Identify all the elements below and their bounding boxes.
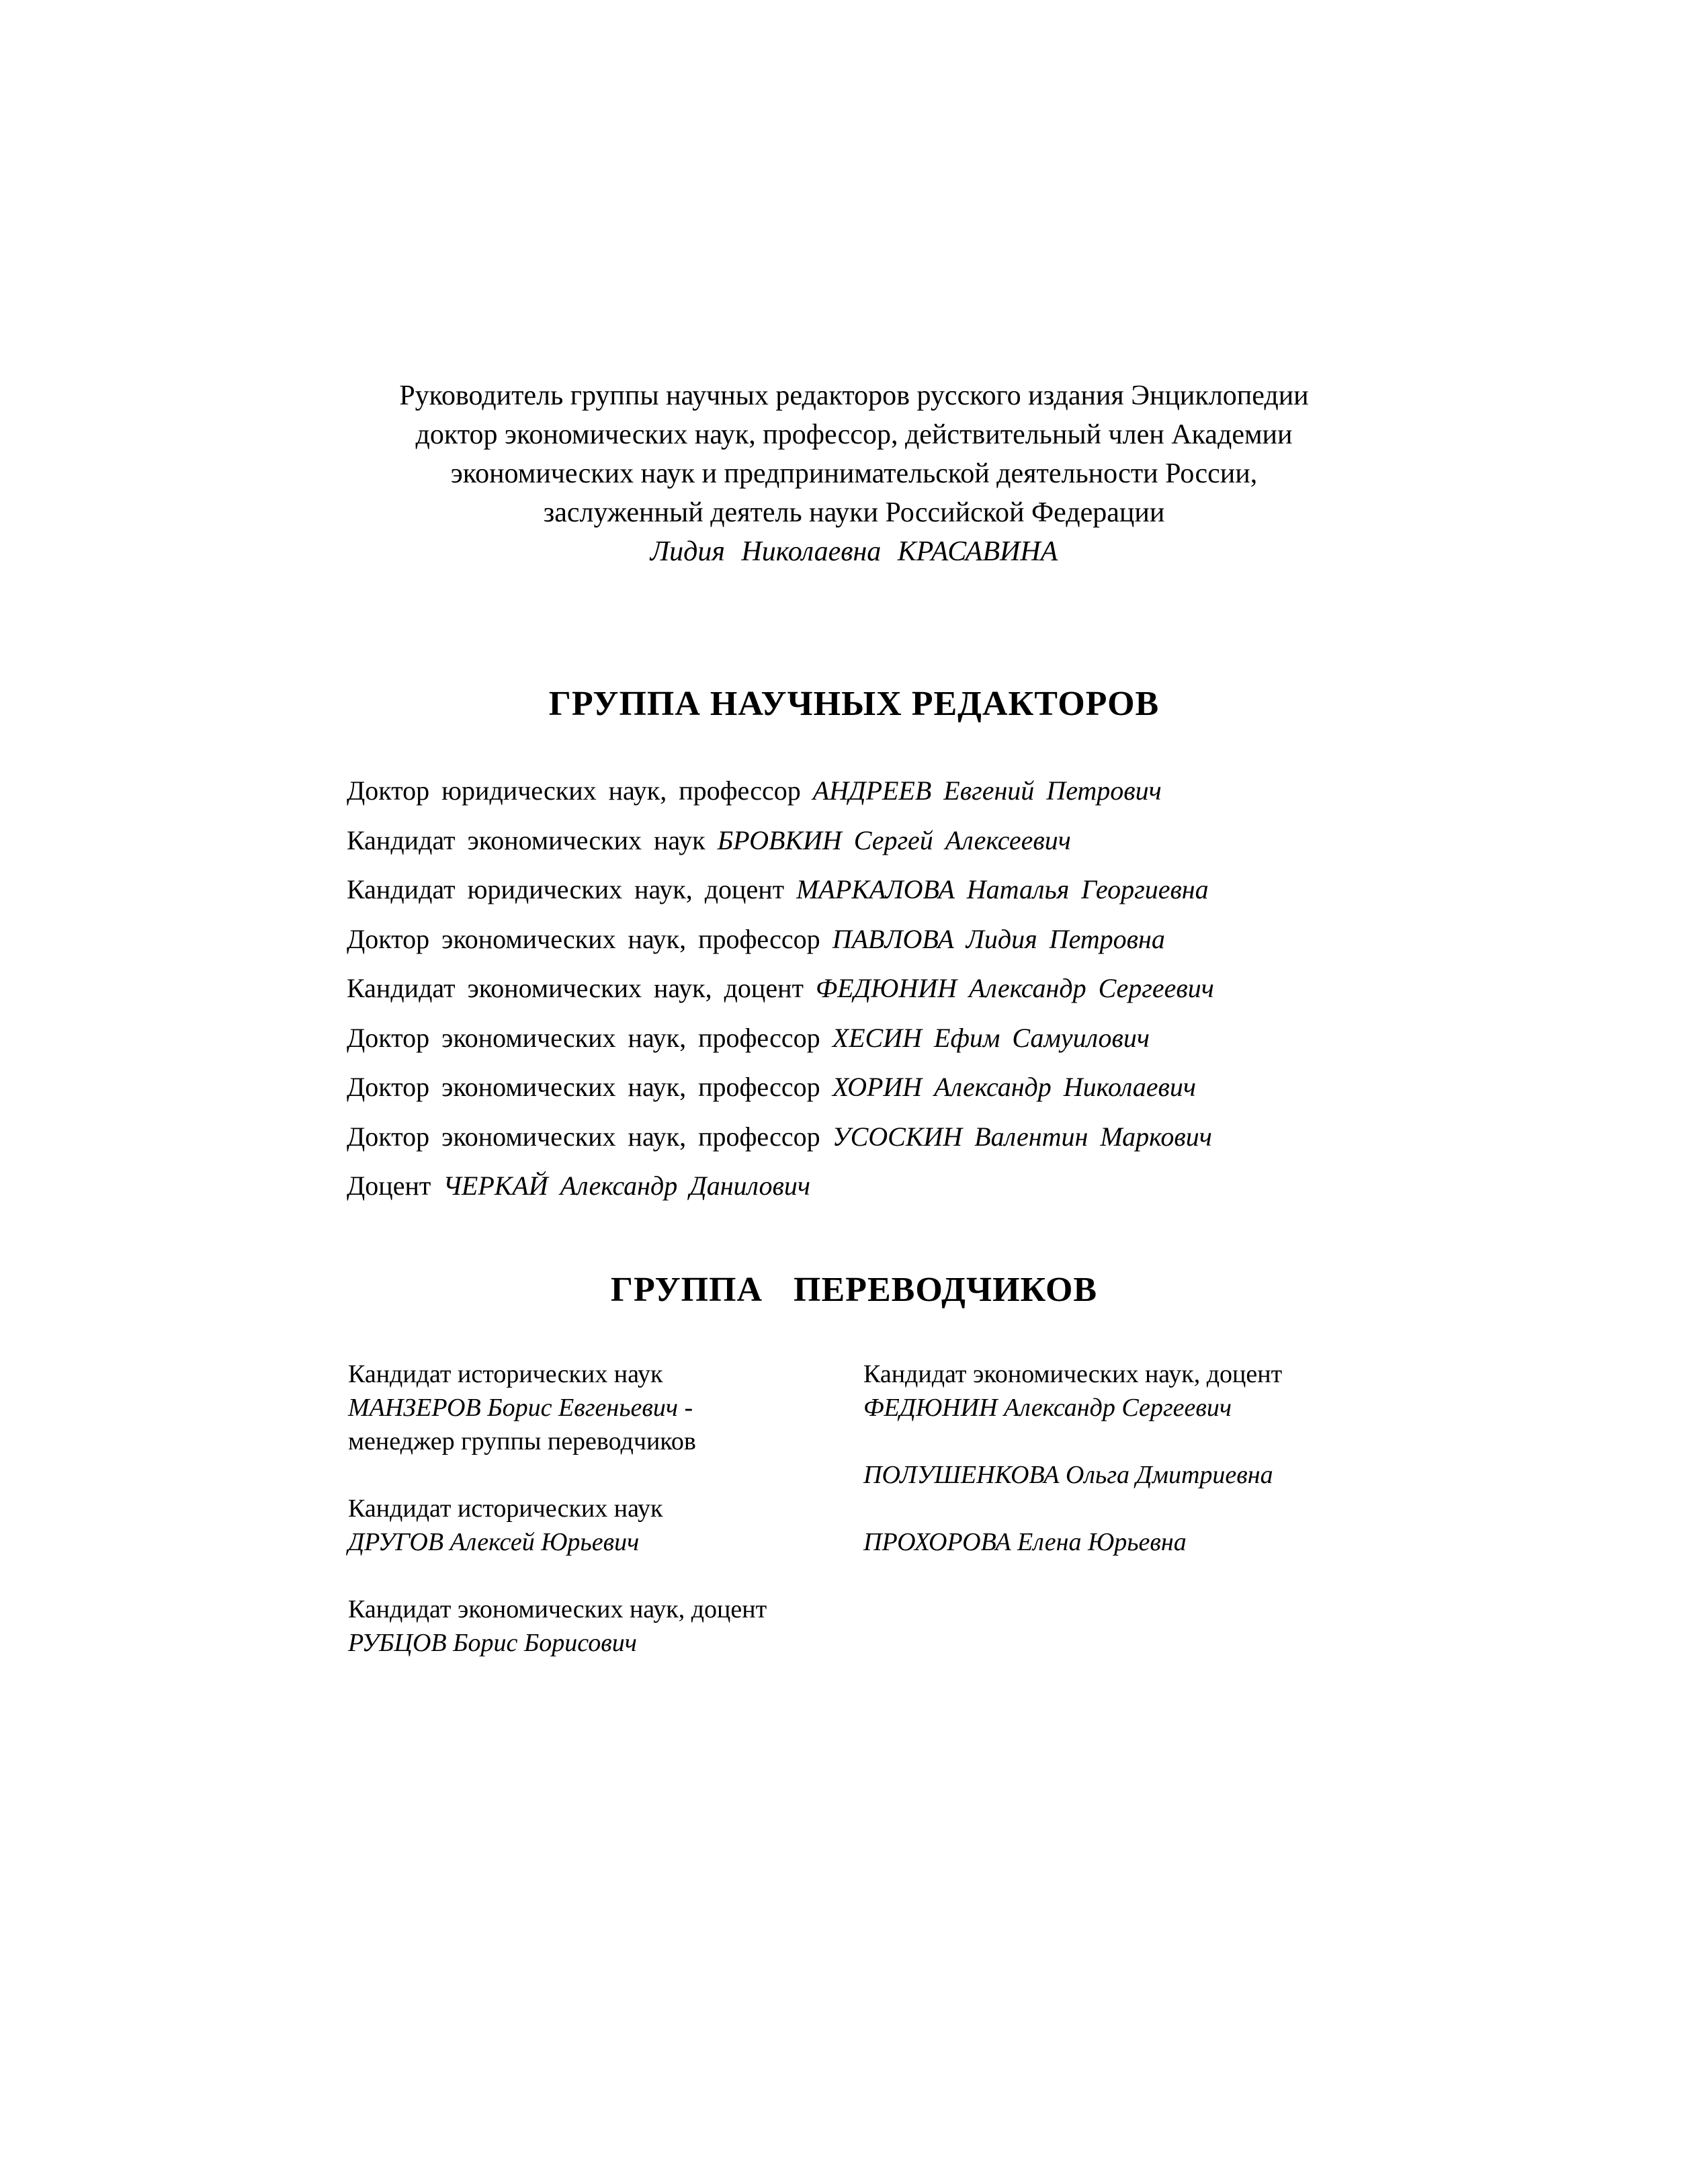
translator-degree: Кандидат исторических наук — [348, 1494, 663, 1523]
editor-degree: Доктор экономических наук, профессор — [347, 923, 820, 954]
editor-row — [347, 1062, 1422, 1112]
editor-degree: Доктор юридических наук, профессор — [347, 775, 801, 806]
editor-row — [347, 865, 1422, 915]
editor-name: УСОСКИН Валентин Маркович — [832, 1121, 1212, 1152]
translator-degree: Кандидат исторических наук — [348, 1360, 663, 1388]
translator-name: МАНЗЕРОВ Борис Евгеньевич - — [348, 1394, 693, 1422]
translator-entry — [348, 1492, 818, 1559]
translator-name: ДРУГОВ Алексей Юрьевич — [348, 1528, 640, 1556]
editor-row — [347, 1161, 1422, 1211]
editor-name: БРОВКИН Сергей Алексеевич — [717, 824, 1071, 855]
editor-degree: Кандидат экономических наук — [347, 824, 706, 855]
translators-right-column — [863, 1357, 1374, 1593]
translators-left-column — [348, 1357, 818, 1693]
editor-name: МАРКАЛОВА Наталья Георгиевна — [796, 874, 1209, 904]
editors-section-title: ГРУППА НАУЧНЫХ РЕДАКТОРОВ — [548, 685, 1160, 723]
translator-role: менеджер группы переводчиков — [348, 1427, 696, 1455]
translator-entry — [863, 1458, 1374, 1492]
editor-degree: Доктор экономических наук, профессор — [347, 1121, 820, 1152]
translator-entry — [348, 1357, 818, 1458]
translator-entry — [863, 1525, 1374, 1559]
translator-entry — [348, 1593, 818, 1660]
editor-name: ХОРИН Александр Николаевич — [832, 1072, 1196, 1102]
translator-entry — [863, 1357, 1374, 1425]
leader-name: Лидия Николаевна КРАСАВИНА — [650, 536, 1058, 567]
editor-row — [347, 915, 1422, 964]
header-line: экономических наук и предпринимательской деятельности России, — [450, 458, 1258, 489]
translator-degree: Кандидат экономических наук, доцент — [348, 1595, 767, 1623]
editor-row — [347, 816, 1422, 865]
editor-row — [347, 766, 1422, 816]
translator-name: ПОЛУШЕНКОВА Ольга Дмитриевна — [863, 1461, 1273, 1489]
translator-name: ПРОХОРОВА Елена Юрьевна — [863, 1528, 1187, 1556]
editor-name: ПАВЛОВА Лидия Петровна — [832, 923, 1165, 954]
editor-row — [347, 1013, 1422, 1063]
translators-section-title: ГРУППА ПЕРЕВОДЧИКОВ — [610, 1271, 1098, 1309]
editors-list — [347, 766, 1422, 1211]
translator-name: РУБЦОВ Борис Борисович — [348, 1629, 637, 1657]
header-block — [0, 376, 1708, 571]
translator-degree: Кандидат экономических наук, доцент — [863, 1360, 1283, 1388]
editor-degree: Доцент — [347, 1171, 431, 1201]
editor-name: ХЕСИН Ефим Самуилович — [832, 1022, 1150, 1053]
editor-name: АНДРЕЕВ Евгений Петрович — [812, 775, 1162, 806]
editor-row — [347, 1112, 1422, 1162]
editor-degree: Доктор экономических наук, профессор — [347, 1022, 820, 1053]
editor-name: ЧЕРКАЙ Александр Данилович — [443, 1171, 810, 1201]
editor-row — [347, 964, 1422, 1013]
editor-degree: Кандидат экономических наук, доцент — [347, 973, 804, 1003]
editor-degree: Кандидат юридических наук, доцент — [347, 874, 785, 904]
editor-degree: Доктор экономических наук, профессор — [347, 1072, 820, 1102]
header-line: заслуженный деятель науки Российской Федерации — [543, 497, 1165, 528]
translator-name: ФЕДЮНИН Александр Сергеевич — [863, 1394, 1232, 1422]
editor-name: ФЕДЮНИН Александр Сергеевич — [815, 973, 1214, 1003]
header-line: доктор экономических наук, профессор, действительный член Академии — [415, 419, 1293, 450]
header-line: Руководитель группы научных редакторов русского издания Энциклопедии — [399, 380, 1309, 411]
